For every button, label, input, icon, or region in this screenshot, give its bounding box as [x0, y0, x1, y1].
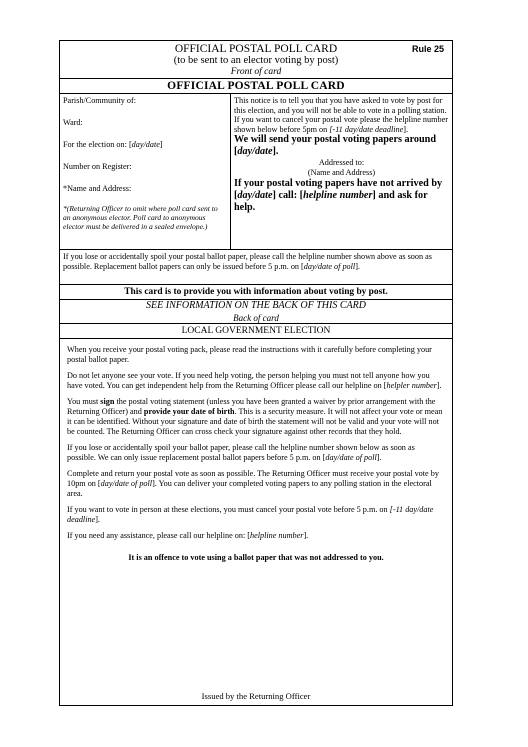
- instruction-sign-statement: You must sign the postal voting statement (unless you have been granted a waiver by prior arrangement with the Returning Officer) and provide your date of birth. This is a security measure. It will not affect your vote or mean it can be identified. Without your signature and date of birth the statement will not be valid and your vote will not be counted. The Returning Officer can cross check your signature against other records that they hold.: [67, 397, 443, 436]
- name-address-field: *Name and Address:: [63, 184, 132, 193]
- ward-field: Ward:: [63, 118, 83, 127]
- local-election-title: LOCAL GOVERNMENT ELECTION: [60, 324, 452, 339]
- instruction-return-vote: Complete and return your postal vote as soon as possible. The Returning Officer must receive your postal vote by 10pm on [day/date of poll]. You can deliver your completed voting papers to any polling station in the electoral area.: [67, 468, 439, 498]
- election-date-field: For the election on: [day/date]: [63, 140, 163, 149]
- see-back-line: SEE INFORMATION ON THE BACK OF THIS CARD: [146, 300, 366, 311]
- back-instructions: [60, 339, 452, 563]
- instruction-assistance: If you need any assistance, please call our helpline on: [helpline number].: [67, 530, 309, 540]
- front-label: Front of card: [230, 67, 282, 77]
- not-arrived-notice: If your postal voting papers have not arrived by [day/date] call: [helpline number] and ask for help.: [234, 177, 443, 213]
- card-header: [60, 41, 452, 79]
- rule-number: Rule 25: [411, 44, 444, 54]
- notice-intro: This notice is to tell you that you have asked to vote by post for this election, and you will not be able to vote in a polling station. If you want to cancel your postal vote please the helpline number shown below before 5pm on [-11 day/date deadline].: [234, 96, 448, 134]
- header-title: OFFICIAL POSTAL POLL CARD: [174, 43, 338, 55]
- card-title: OFFICIAL POSTAL POLL CARD: [60, 79, 452, 94]
- spoilt-ballot-notice: If you lose or accidentally spoil your postal ballot paper, please call the helpline number shown above as soon as possible. Replacement ballot papers can only be issued before 5 p.m. on [day/date of poll].: [60, 250, 452, 285]
- send-papers-notice: We will send your postal voting papers around [day/date].: [234, 134, 436, 158]
- elector-fields: [60, 94, 231, 249]
- issued-by: Issued by the Returning Officer: [201, 691, 311, 701]
- register-number-field: Number on Register:: [63, 162, 132, 171]
- addressed-to-label: Addressed to:: [318, 158, 365, 168]
- back-label: Back of card: [60, 313, 452, 324]
- instruction-spoilt-paper: If you lose or accidentally spoil your ballot paper, please call the helpline number shown below as soon as possible. We can only issue replacement postal ballot papers before 5 p.m. on [day/date of poll].: [67, 442, 415, 462]
- addressee-placeholder: (Name and Address): [307, 167, 376, 177]
- instruction-secret-vote: Do not let anyone see your vote. If you need help voting, the person helping you must not tell anyone how you have voted. You can get independent help from the Returning Officer please call our helpline on [helpler number].: [67, 371, 442, 390]
- card-details: [60, 94, 452, 250]
- postal-poll-card: [59, 40, 453, 706]
- header-subtitle: (to be sent to an elector voting by post): [173, 55, 339, 66]
- info-line: This card is to provide you with information about voting by post.: [60, 285, 452, 300]
- parish-field: Parish/Community of:: [63, 96, 137, 105]
- postal-notice: [231, 94, 452, 249]
- instruction-cancel-postal: If you want to vote in person at these elections, you must cancel your postal vote before 5 p.m. on [-11 day/date deadline].: [67, 504, 434, 524]
- offence-warning: It is an offence to vote using a ballot paper that was not addressed to you.: [128, 552, 384, 562]
- instruction-read-pack: When you receive your postal voting pack, please read the instructions with it carefully before completing your postal ballot paper.: [67, 345, 432, 364]
- anonymous-elector-note: *(Returning Officer to omit where poll card sent to an anonymous elector. Poll card to anonymous elector must be delivered in a sealed envelope.): [63, 204, 218, 232]
